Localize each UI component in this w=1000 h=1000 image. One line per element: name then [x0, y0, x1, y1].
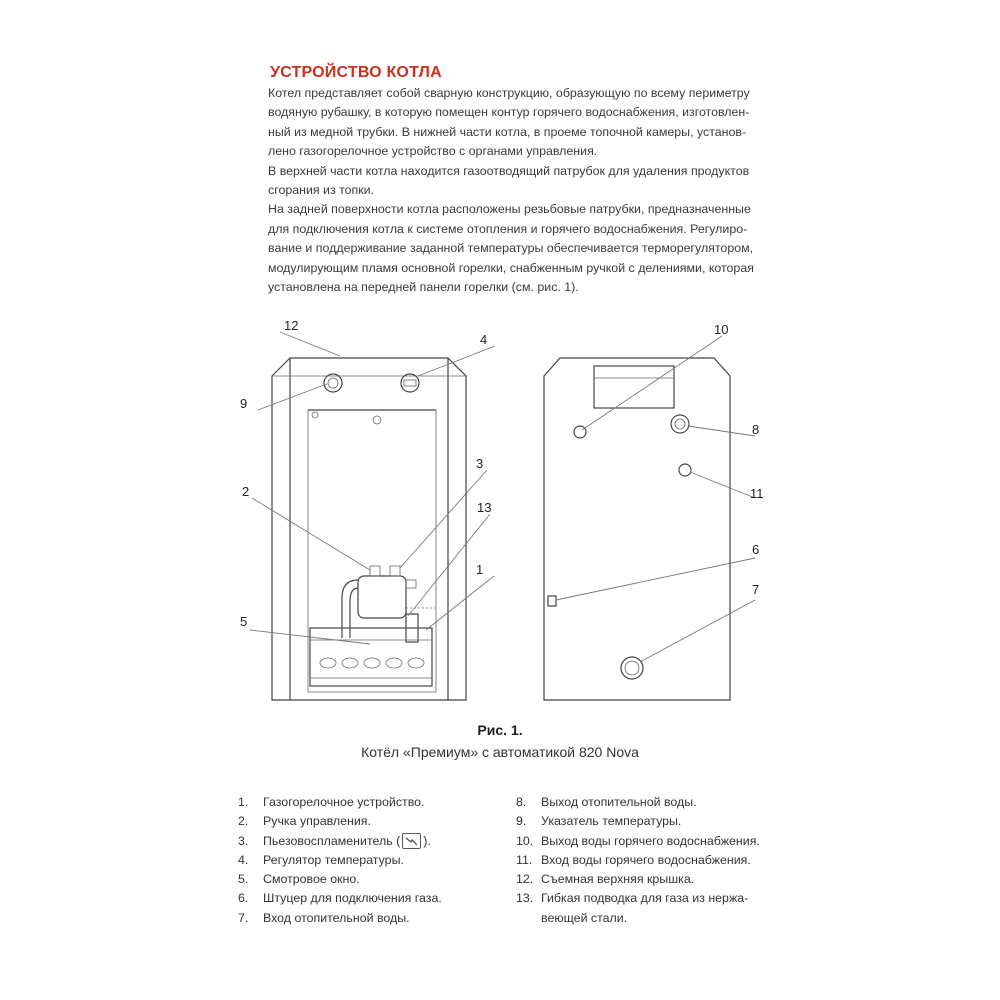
callout-6: 6 [752, 542, 760, 557]
legend-item: 3. Пьезовоспламенитель ( ). [238, 833, 431, 848]
legend-item: 12. Съемная верхняя крышка. [516, 872, 695, 887]
heating-inlet-icon [621, 657, 643, 679]
figure-number: Рис. 1. [477, 722, 523, 738]
burner-icon [310, 628, 432, 686]
callout-12: 12 [284, 318, 299, 333]
callout-3: 3 [476, 456, 484, 471]
legend-item: 1. Газогорелочное устройство. [238, 795, 425, 809]
figure-title: Котёл «Премиум» с автоматикой 820 Nova [361, 744, 639, 760]
callout-11: 11 [750, 486, 764, 501]
callout-13: 13 [477, 500, 492, 515]
gas-valve-icon [358, 576, 406, 618]
legend-item: 9. Указатель температуры. [516, 814, 682, 829]
temperature-gauge-icon [324, 374, 342, 392]
hot-water-outlet-icon [574, 426, 586, 438]
gas-fitting-icon [548, 596, 556, 606]
heating-outlet-icon [671, 415, 689, 433]
boiler-front-view [272, 358, 466, 700]
legend-item: 8. Выход отопительной воды. [516, 795, 697, 809]
callout-5: 5 [240, 614, 248, 629]
flue-outlet-icon [594, 366, 674, 408]
hot-water-inlet-icon [679, 464, 691, 476]
paragraph: На задней поверхности котла расположены резьбовые патрубки, предназначенные для подключения котла к системе отопления и горячего водоснабжения. Регулиро- вание и поддерживание заданной температуры обеспечивается терморегулятором, модулирующим пламя основной горелки, снабженным ручкой с делениями, которая установлена на передней панели горелки (см. рис. 1). [268, 202, 754, 295]
callout-9: 9 [240, 396, 248, 411]
callout-2: 2 [242, 484, 250, 499]
legend-right [516, 793, 816, 928]
callout-8: 8 [752, 422, 760, 437]
paragraph: В верхней части котла находится газоотводящий патрубок для удаления продуктов сгорания из топки. [268, 163, 750, 198]
legend-item: 10. Выход воды горячего водоснабжения. [516, 833, 760, 848]
legend-left [238, 793, 508, 928]
legend-item: 6. Штуцер для подключения газа. [238, 891, 442, 906]
callout-1: 1 [476, 562, 484, 577]
callout-labels [240, 318, 764, 629]
paragraph: Котел представляет собой сварную конструкцию, образующую по всему периметру водяную рубашку, в которую помещен контур горячего водоснабжения, изготовлен- ный из медной трубки. В нижней части котла, в проеме топочной камеры, установ- лено газогорелочное устройство с органами управления. [268, 86, 750, 159]
legend-item: 2. Ручка управления. [238, 814, 371, 829]
legend-item: 11. Вход воды горячего водоснабжения. [516, 852, 751, 867]
piezo-spark-icon [402, 833, 421, 849]
legend-item: 5. Смотровое окно. [238, 872, 360, 887]
legend-item: 4. Регулятор температуры. [238, 852, 404, 867]
callout-leaders [250, 332, 755, 662]
description-text [268, 84, 788, 297]
callout-4: 4 [480, 332, 488, 347]
callout-7: 7 [752, 582, 760, 597]
boiler-diagram [230, 318, 790, 718]
section-heading: УСТРОЙСТВО КОТЛА [270, 64, 442, 81]
legend-item: 7. Вход отопительной воды. [238, 910, 410, 925]
legend-item: 13. Гибкая подводка для газа из нержа- веющей стали. [516, 891, 749, 925]
callout-10: 10 [714, 322, 729, 337]
boiler-back-view [544, 358, 730, 700]
